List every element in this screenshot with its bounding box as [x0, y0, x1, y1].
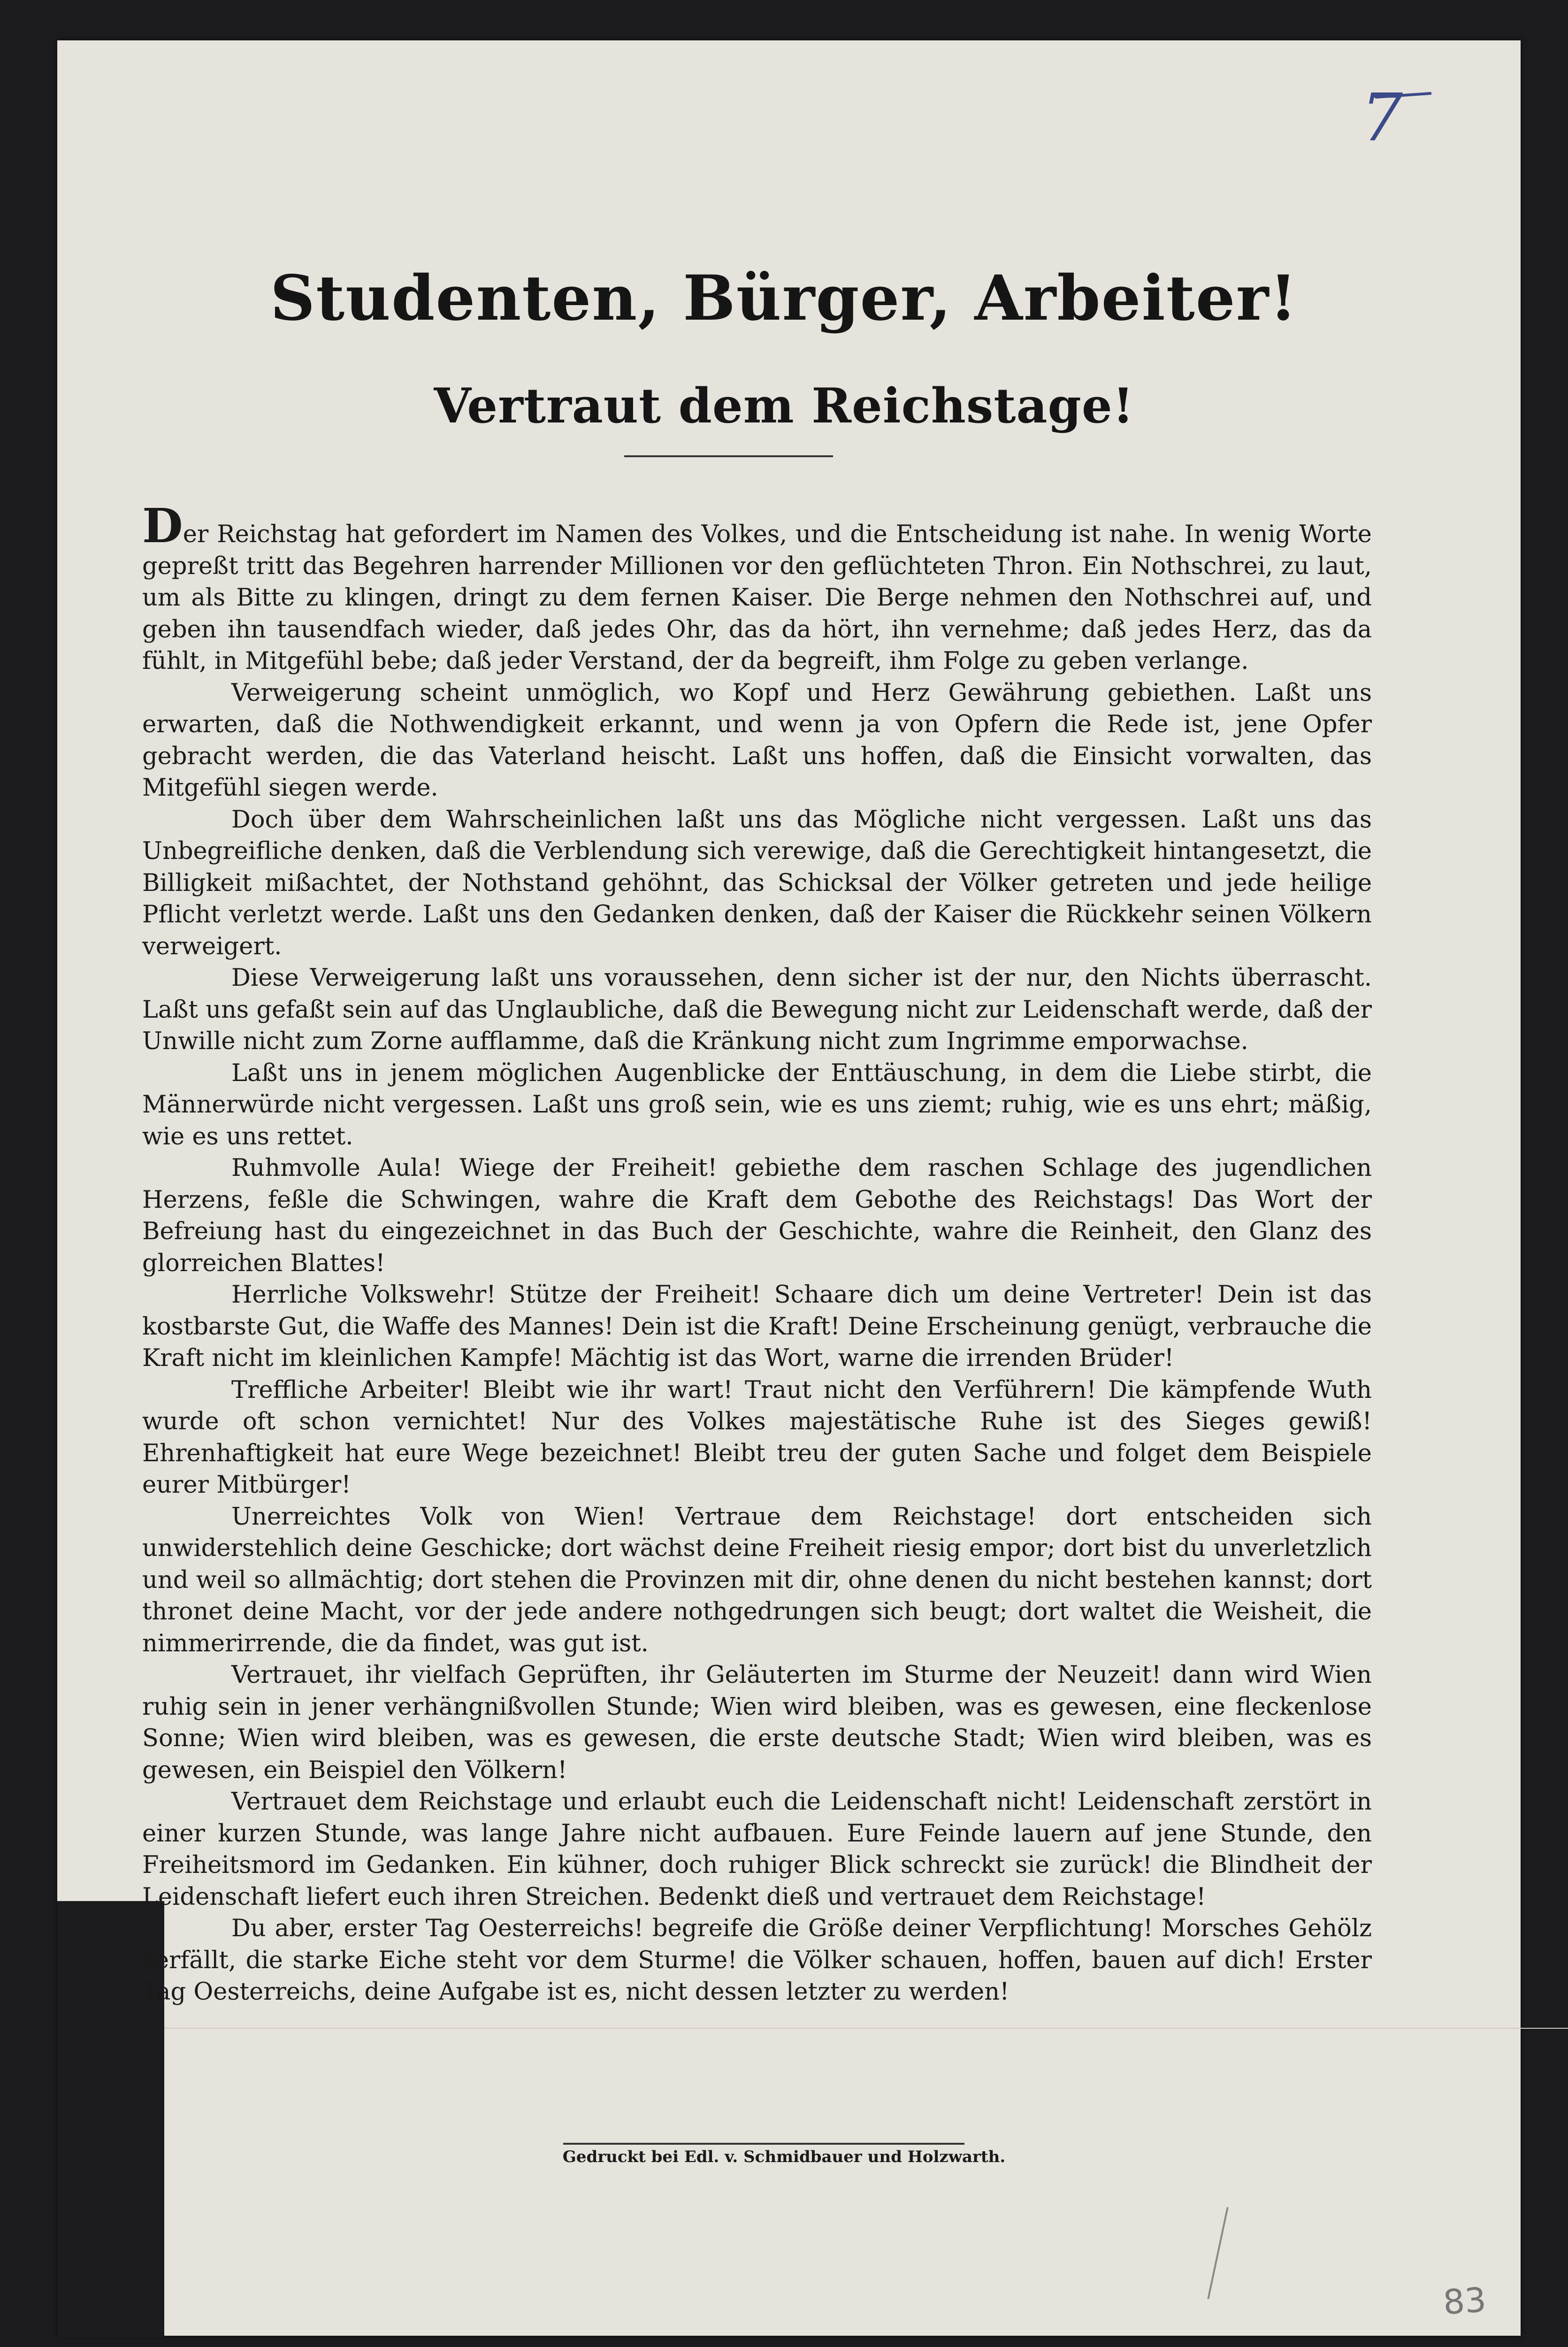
paragraph: Treffliche Arbeiter! Bleibt wie ihr wart! Traut nicht den Verführern! Die kämpfende Wuth wurde oft schon vernichtet! Nur des Volkes majestätische Ruhe ist des Sieges gewiß! Ehrenhaftigkeit hat eure Wege bezeichnet! Bleibt treu der guten Sache und folget dem Beispiele eurer Mitbürger! — [142, 1376, 1372, 1499]
paragraph: Der Reichstag hat gefordert im Namen des Volkes, und die Entscheidung ist nahe. In wenig Worte gepreßt tritt das Begehren harrender Millionen vor den geflüchteten Thron. Ein Nothschrei, zu laut, um als Bitte zu klingen, dringt zu dem fernen Kaiser. Die Berge nehmen den Nothschrei auf, und geben ihn tausendfach wieder, daß jedes Ohr, das da hört, ihn vernehme; daß jedes Herz, das da fühlt, in Mitgefühl bebe; daß jeder Verstand, der da begreift, ihm Folge zu geben verlange. — [142, 498, 1372, 675]
title-divider — [624, 455, 833, 457]
proclamation-body — [142, 498, 1372, 2008]
paragraph: Herrliche Volkswehr! Stütze der Freiheit! Schaare dich um deine Vertreter! Dein ist das kostbarste Gut, die Waffe des Mannes! Dein ist die Kraft! Deine Erscheinung genügt, verbrauche die Kraft nicht im kleinlichen Kampfe! Mächtig ist das Wort, warne die irrenden Brüder! — [142, 1281, 1372, 1372]
imprint-divider — [563, 2143, 964, 2145]
paragraph: Ruhmvolle Aula! Wiege der Freiheit! gebiethe dem raschen Schlage des jugendlichen Herzens, feßle die Schwingen, wahre die Kraft dem Gebothe des Reichstags! Das Wort der Befreiung hast du eingezeichnet in das Buch der Geschichte, wahre die Reinheit, den Glanz des glorreichen Blattes! — [142, 1154, 1372, 1277]
paragraph: Verweigerung scheint unmöglich, wo Kopf und Herz Gewährung gebiethen. Laßt uns erwarten, daß die Nothwendigkeit erkannt, und wenn ja von Opfern die Rede ist, jene Opfer gebracht werden, die das Vaterland heischt. Laßt uns hoffen, daß die Einsicht vorwalten, das Mitgefühl siegen werde. — [142, 679, 1372, 802]
fold-line — [164, 2028, 1568, 2029]
paragraph: Unerreichtes Volk von Wien! Vertraue dem Reichstage! dort entscheiden sich unwiderstehlich deine Geschicke; dort wächst deine Freiheit riesig empor; dort bist du unverletzlich und weil so allmächtig; dort stehen die Provinzen mit dir, ohne denen du nicht bestehen kannst; dort thronet deine Macht, vor der jede andere nothgedrungen sich beugt; dort waltet die Weisheit, die nimmerirrende, die da findet, was gut ist. — [142, 1503, 1372, 1657]
paragraph: Laßt uns in jenem möglichen Augenblicke der Enttäuschung, in dem die Liebe stirbt, die Männerwürde nicht vergessen. Laßt uns groß sein, wie es uns ziemt; ruhig, wie es uns ehrt; mäßig, wie es uns rettet. — [142, 1059, 1372, 1150]
paragraph: Doch über dem Wahrscheinlichen laßt uns das Mögliche nicht vergessen. Laßt uns das Unbegreifliche denken, daß die Verblendung sich verewige, daß die Gerechtigkeit hintangesetzt, die Billigkeit mißachtet, der Nothstand gehöhnt, das Schicksal der Völker getreten und jede heilige Pflicht verletzt werde. Laßt uns den Gedanken denken, daß der Kaiser die Rückkehr seinen Völkern verweigert. — [142, 805, 1372, 960]
folio-number: 83 — [1442, 2279, 1488, 2323]
archive-number: 7 — [1361, 80, 1403, 156]
printer-imprint: Gedruckt bei Edl. v. Schmidbauer und Holzwarth. — [562, 2148, 1006, 2166]
paragraph: Diese Verweigerung laßt uns voraussehen, denn sicher ist der nur, den Nichts überrascht. Laßt uns gefaßt sein auf das Unglaubliche, daß die Bewegung nicht zur Leidenschaft werde, daß der Unwille nicht zum Zorne aufflamme, daß die Kränkung nicht zum Ingrimme emporwachse. — [142, 964, 1372, 1055]
paragraph: Vertrauet, ihr vielfach Geprüften, ihr Geläuterten im Sturme der Neuzeit! dann wird Wien ruhig sein in jener verhängnißvollen Stunde; Wien wird bleiben, was es gewesen, eine fleckenlose Sonne; Wien wird bleiben, was es gewesen, die erste deutsche Stadt; Wien wird bleiben, was es gewesen, ein Beispiel den Völkern! — [142, 1661, 1372, 1784]
poster-subtitle: Vertraut dem Reichstage! — [434, 377, 1134, 434]
poster-title: Studenten, Bürger, Arbeiter! — [270, 262, 1298, 335]
paragraph: Vertrauet dem Reichstage und erlaubt euch die Leidenschaft nicht! Leidenschaft zerstört in einer kurzen Stunde, was lange Jahre nicht aufbauen. Eure Feinde lauern auf jene Stunde, den Freiheitsmord im Gedanken. Ein kühner, doch ruhiger Blick schreckt sie zurück! die Blindheit der Leidenschaft liefert euch ihren Streichen. Bedenkt dieß und vertrauet dem Reichstage! — [142, 1788, 1372, 1911]
paragraph: Du aber, erster Tag Oesterreichs! begreife die Größe deiner Verpflichtung! Morsches Gehölz zerfällt, die starke Eiche steht vor dem Sturme! die Völker schauen, hoffen, bauen auf dich! Erster Tag Oesterreichs, deine Aufgabe ist es, nicht dessen letzter zu werden! — [142, 1915, 1372, 2006]
